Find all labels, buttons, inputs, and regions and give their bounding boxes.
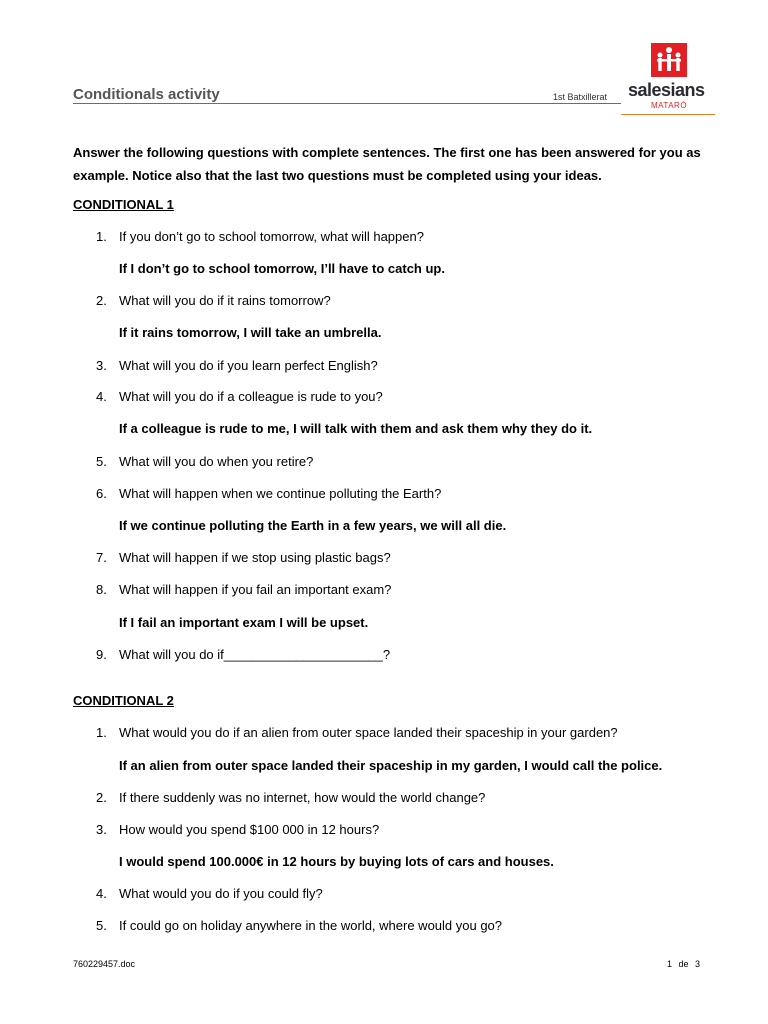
question-number: 1. [96,725,107,740]
question-text: What would you do if an alien from outer space landed their spaceship in your garden? [119,725,618,740]
question-number: 3. [96,358,107,373]
question-text: How would you spend $100 000 in 12 hours? [119,822,380,837]
answer-text: If I don’t go to school tomorrow, I’ll have to catch up. [119,261,445,276]
question-text: If there suddenly was no internet, how would the world change? [119,790,486,805]
question-text: What will you do if it rains tomorrow? [119,293,331,308]
question-number: 7. [96,550,107,565]
question-text: What will you do if a colleague is rude to you? [119,389,383,404]
question-number: 9. [96,647,107,662]
question-text: What will happen if you fail an important exam? [119,582,392,597]
instructions: Answer the following questions with complete sentences. The first one has been answered for you as example. Notice also that the last two questions must be completed using your ideas. [73,145,701,183]
question-number: 2. [96,293,107,308]
answer-text: If an alien from outer space landed their spaceship in my garden, I would call the police. [119,758,663,773]
question-number: 3. [96,822,107,837]
page-title: Conditionals activity [73,86,220,103]
question-text: What would you do if you could fly? [119,886,323,901]
logo-divider [621,114,715,115]
logo-wordmark: salesians [628,80,705,100]
salesians-logo-icon [651,43,687,77]
section-heading-conditional-2: CONDITIONAL 2 [73,693,174,708]
question-number: 5. [96,454,107,469]
question-number: 8. [96,582,107,597]
question-number: 2. [96,790,107,805]
question-number: 5. [96,918,107,933]
header-divider [73,103,621,104]
answer-text: If I fail an important exam I will be upset. [119,615,369,630]
answer-text: I would spend 100.000€ in 12 hours by buying lots of cars and houses. [119,854,554,869]
question-number: 4. [96,389,107,404]
answer-text: If it rains tomorrow, I will take an umbrella. [119,325,382,340]
footer-page-number: 1 de 3 [667,959,701,969]
question-text: If you don’t go to school tomorrow, what will happen? [119,229,424,244]
question-number: 6. [96,486,107,501]
footer-filename: 760229457.doc [73,959,136,969]
answer-text: If we continue polluting the Earth in a few years, we will all die. [119,518,507,533]
section-heading-conditional-1: CONDITIONAL 1 [73,197,174,212]
question-text: What will you do if______________________? [119,647,391,662]
question-text: What will happen when we continue polluting the Earth? [119,486,442,501]
question-text: What will you do if you learn perfect English? [119,358,378,373]
course-label: 1st Batxillerat [553,92,608,102]
logo-location: MATARÓ [651,101,688,110]
answer-text: If a colleague is rude to me, I will talk with them and ask them why they do it. [119,421,593,436]
question-number: 1. [96,229,107,244]
question-text: What will happen if we stop using plastic bags? [119,550,391,565]
question-number: 4. [96,886,107,901]
question-text: If could go on holiday anywhere in the world, where would you go? [119,918,503,933]
question-text: What will you do when you retire? [119,454,314,469]
